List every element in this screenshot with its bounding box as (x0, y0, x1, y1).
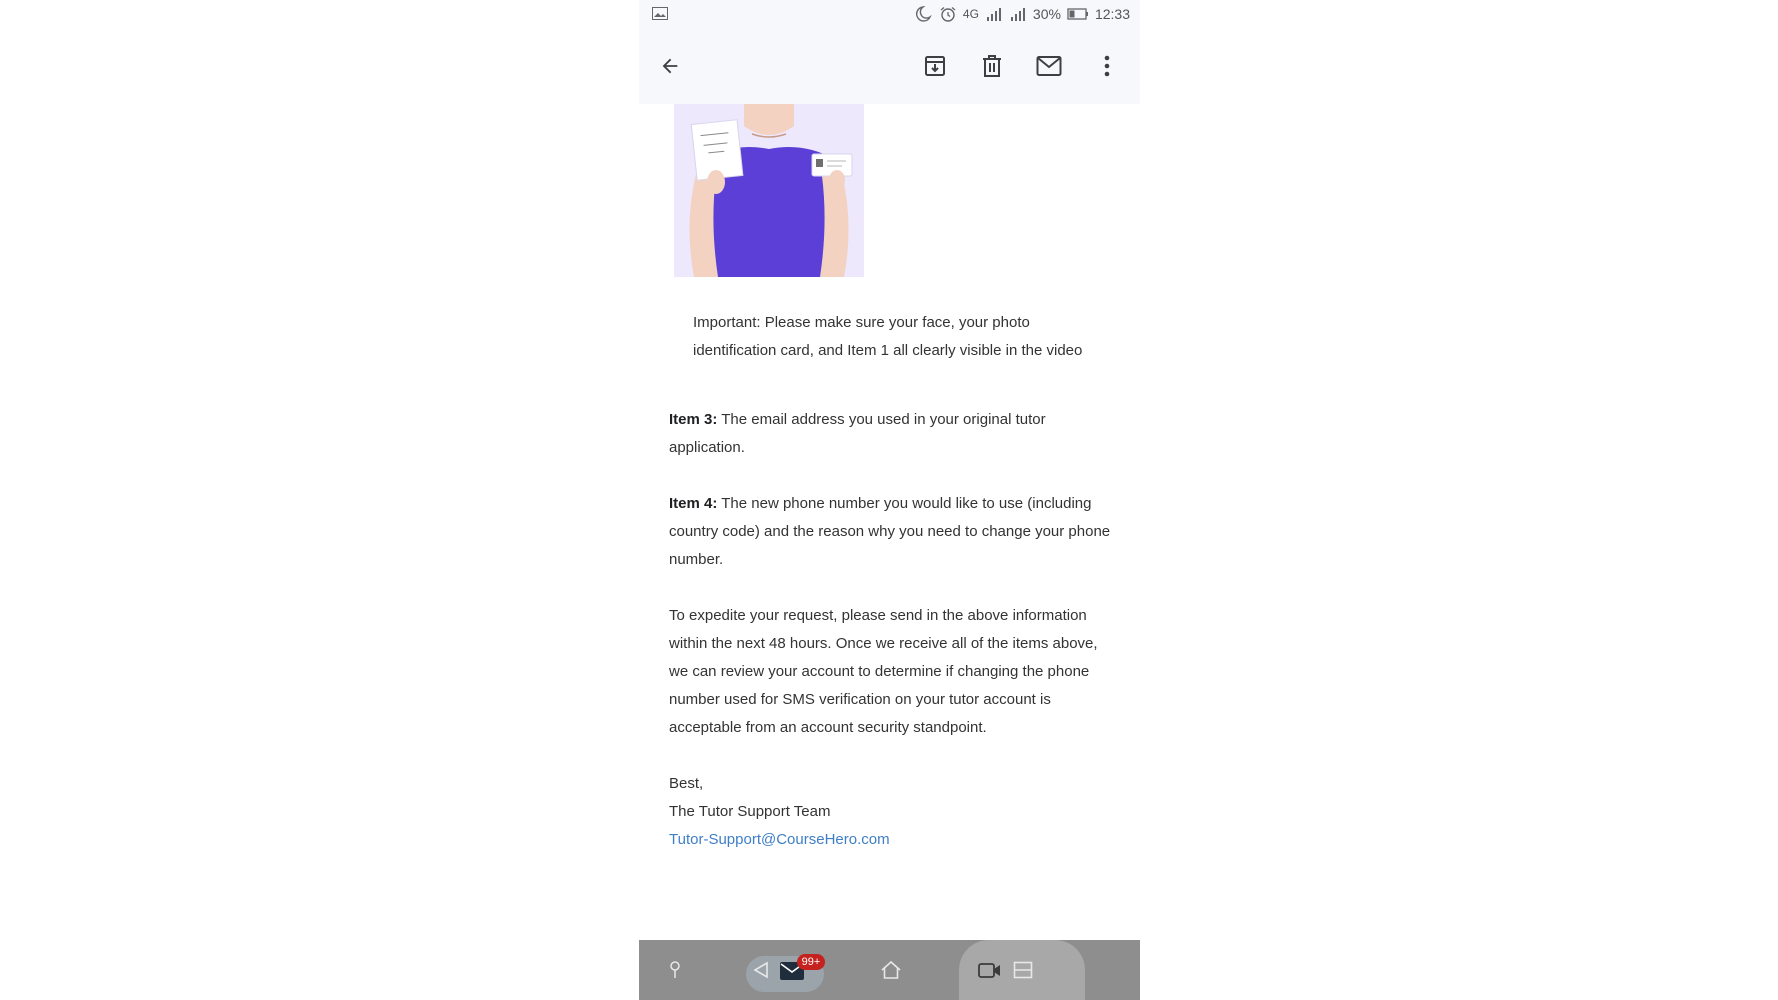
image-icon (652, 7, 668, 20)
back-arrow-icon (659, 55, 681, 77)
archive-button[interactable] (917, 48, 953, 84)
expedite-paragraph: To expedite your request, please send in the above information within the next 48 hours. Once we receive all of the items above, we can review your account to determine if changing the phone number used for SMS verification on your tutor account is acceptable from an account security standpoint. (669, 607, 1098, 736)
item3-paragraph (669, 406, 1119, 462)
back-triangle-icon (752, 961, 770, 979)
delete-button[interactable] (974, 48, 1010, 84)
important-note: Important: Please make sure your face, your photo identification card, and Item 1 all clearly visible in the video (693, 314, 1083, 359)
home-button[interactable] (879, 958, 903, 982)
mark-unread-icon (1036, 55, 1062, 77)
email-toolbar (639, 28, 1140, 104)
mail-badge: 99+ (797, 954, 825, 970)
item3-text: The email address you used in your original tutor application. (669, 411, 1046, 456)
more-vertical-icon (1104, 55, 1110, 77)
recents-icon (1013, 961, 1033, 979)
pin-icon (669, 961, 681, 979)
signoff: Best, (669, 775, 704, 792)
do-not-disturb-moon-icon (915, 6, 933, 22)
status-icons (915, 5, 1130, 23)
mark-unread-button[interactable] (1031, 48, 1067, 84)
archive-icon (923, 54, 947, 78)
phone-screen (639, 0, 1140, 1000)
team-name: The Tutor Support Team (669, 803, 831, 820)
item4-text: The new phone number you would like to use (including country code) and the reason why you need to change your phone number. (669, 495, 1111, 568)
item4-label: Item 4: (669, 495, 718, 512)
pin-button[interactable] (665, 960, 685, 980)
network-type: 4G (962, 7, 979, 21)
support-email-paragraph (669, 826, 1119, 854)
signal-icon (985, 6, 1003, 22)
signal-sim2-icon (1009, 6, 1027, 22)
delete-icon (981, 54, 1003, 78)
more-options-button[interactable] (1089, 48, 1125, 84)
nav-back-button[interactable] (749, 958, 773, 982)
navigation-bar (639, 940, 1140, 1000)
email-body (639, 104, 1140, 940)
video-call-button[interactable] (977, 958, 1003, 982)
battery-icon (1067, 6, 1089, 22)
item4-paragraph (669, 490, 1119, 574)
person-holding-card-illustration (674, 104, 864, 277)
battery-percent: 30% (1032, 6, 1061, 22)
status-bar (639, 0, 1140, 28)
home-icon (880, 960, 902, 980)
item3-label: Item 3: (669, 411, 718, 428)
video-camera-icon (978, 961, 1002, 979)
clock: 12:33 (1094, 6, 1130, 22)
support-email-link[interactable]: Tutor-Support@CourseHero.com (669, 831, 890, 848)
recents-button[interactable] (1011, 958, 1035, 982)
back-button[interactable] (652, 48, 688, 84)
alarm-icon (939, 6, 957, 22)
